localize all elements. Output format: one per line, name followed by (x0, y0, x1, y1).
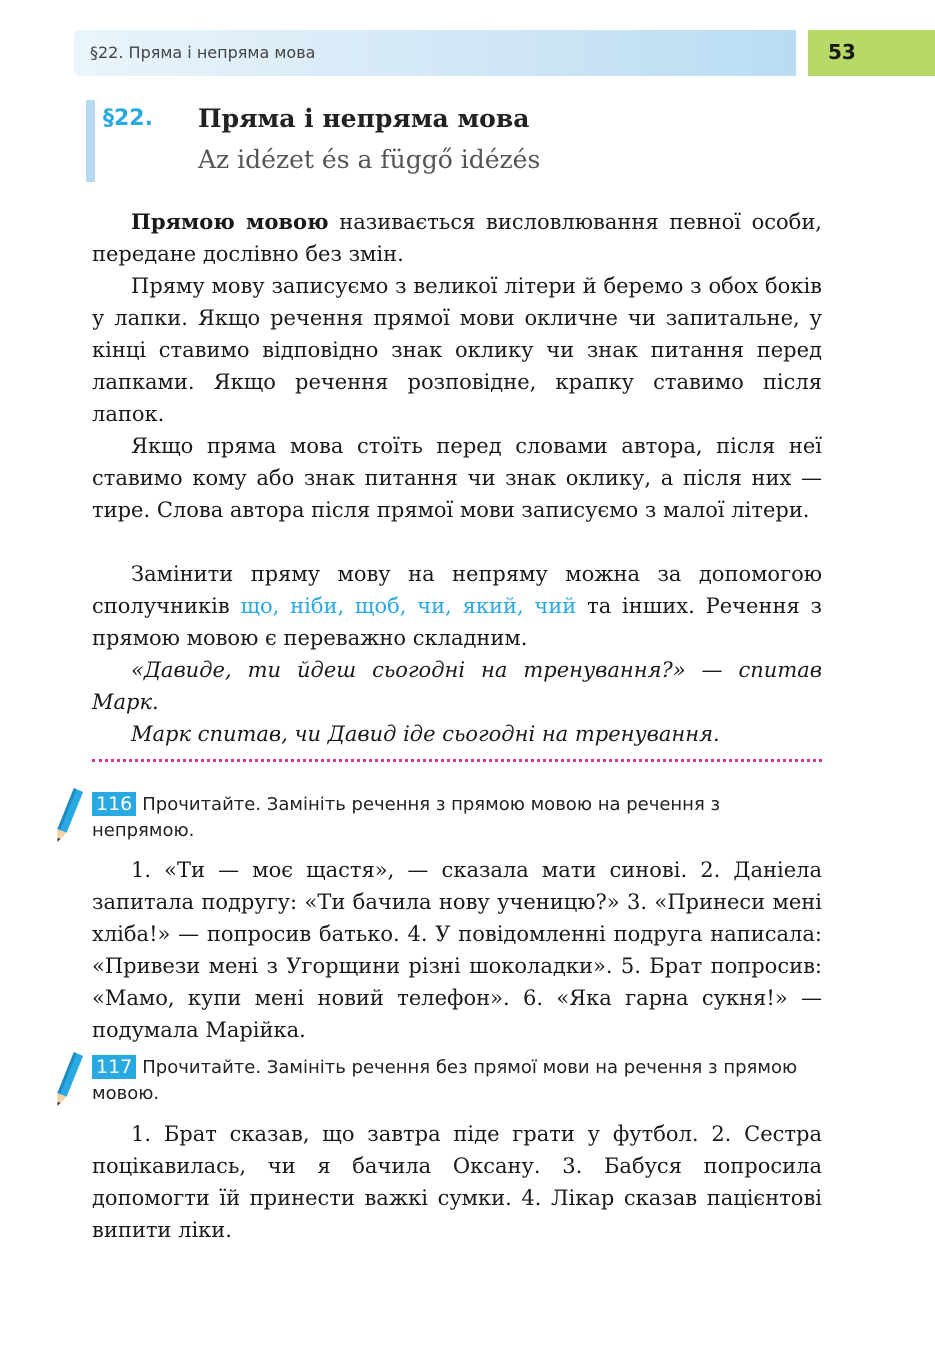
paragraph-rules: Пряму мову записуємо з великої літери й беремо з обох боків у лапки. Якщо речення прямої мови окличне чи запитальне, у кінці ставимо відповідно знак оклику чи знак питання перед лапками. Якщо речення розповідне, крапку ставимо після лапок. (92, 274, 822, 426)
exercise-117-task (92, 1055, 822, 1107)
paragraph-conjunctions (92, 558, 822, 654)
section-number: §22. (103, 106, 153, 131)
exercise-task-text: Прочитайте. Замініть речення з прямою мовою на речення з непрямою. (92, 794, 721, 841)
conjunctions-intro: Замінити пряму мову на непряму можна за допомогою сполучників (92, 562, 822, 618)
exercise-116-text: 1. «Ти — моє щастя», — сказала мати синові. 2. Даніела запитала подругу: «Ти бачила нову ученицю?» 3. «Принеси мені хліба!» — попросив батько. 4. У повідомленні подруга написала: «Привези мені з Угорщини різні шоколадки». 5. Брат попросив: «Мамо, купи мені новий телефон». 6. «Яка гарна сукня!» — подумала Марійка. (92, 858, 822, 1042)
definition-text: називається висловлювання певної особи, передане дослівно без змін. (92, 210, 822, 266)
exercise-number: 116 (92, 792, 136, 816)
pencil-icon (52, 786, 84, 846)
section-subtitle: Az idézet és a függő idézés (198, 145, 541, 174)
section-title: Пряма і непряма мова (198, 104, 530, 133)
section-accent-bar (86, 100, 95, 182)
exercise-number: 117 (92, 1055, 136, 1079)
page-number: 53 (828, 40, 856, 64)
example-direct: «Давиде, ти йдеш сьогодні на тренування?» — спитав Марк. (92, 658, 822, 714)
paragraph-author-words: Якщо пряма мова стоїть перед словами автора, після неї ставимо кому або знак питання чи знак оклику, а після них — тире. Слова автора після прямої мови записуємо з малої літери. (92, 434, 822, 522)
conjunctions-outro: та інших. Речення з прямою мовою є переважно складним. (92, 594, 822, 650)
conjunctions-list: що, ніби, щоб, чи, який, чий (240, 594, 577, 618)
running-title: §22. Пряма і непряма мова (90, 43, 316, 62)
term-direct-speech: Прямою мовою (131, 209, 329, 234)
exercise-116-task (92, 792, 822, 844)
section-divider (92, 759, 822, 762)
example-indirect: Марк спитав, чи Давид іде сьогодні на тренування. (131, 722, 720, 746)
exercise-117-text: 1. Брат сказав, що завтра піде грати у футбол. 2. Сестра поцікавилась, чи я бачила Оксану. 3. Бабуся попросила допомогти їй принести важкі сумки. 4. Лікар сказав пацієнтові випити ліки. (92, 1122, 822, 1242)
pencil-icon (52, 1050, 84, 1110)
paragraph-definition (92, 206, 822, 270)
exercise-task-text: Прочитайте. Замініть речення без прямої мови на речення з прямою мовою. (92, 1057, 798, 1104)
